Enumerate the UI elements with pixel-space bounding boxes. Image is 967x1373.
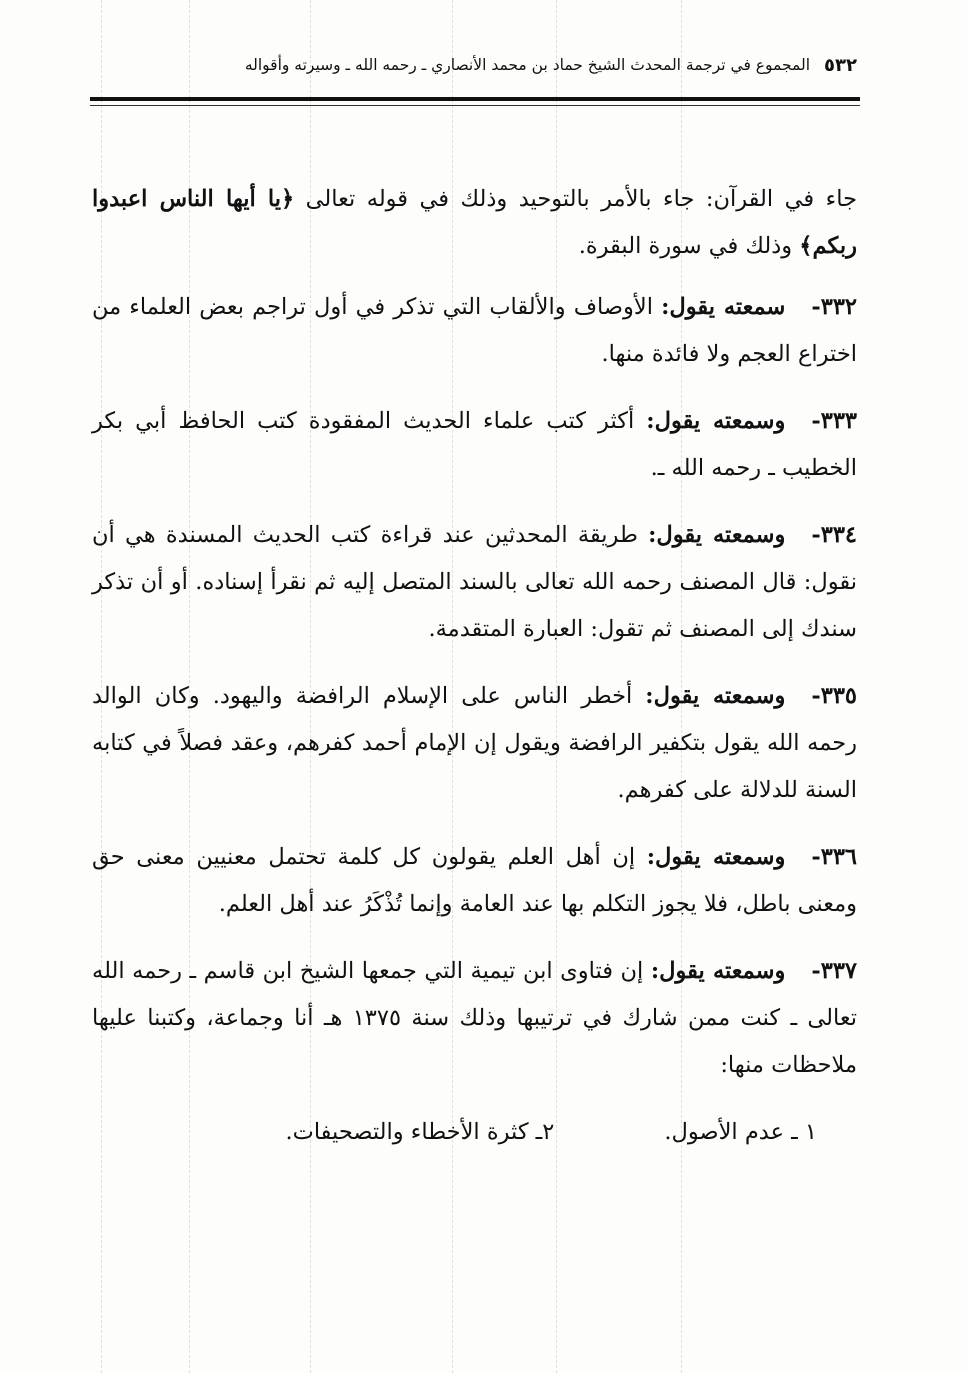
saying-number: ٣٣٦- bbox=[811, 844, 857, 870]
saying-text: إن أهل العلم يقولون كل كلمة تحتمل معنيين معنى حق ومعنى باطل، فلا يجوز التكلم بها عند العامة وإنما تُذْكَرُ عند أهل العلم. bbox=[92, 844, 857, 917]
saying-text: طريقة المحدثين عند قراءة كتب الحديث المسندة هي أن نقول: قال المصنف رحمه الله تعالى بالسند المتصل إليه ثم نقرأ إسناده. أو أن تذكر سندك إلى المصنف ثم تقول: العبارة المتقدمة. bbox=[92, 522, 857, 642]
intro-text-end: وذلك في سورة البقرة. bbox=[578, 233, 800, 259]
quran-quote: ﴿يا أيها الناس اعبدوا ربكم﴾ bbox=[92, 186, 857, 259]
saying-number: ٣٣٧- bbox=[811, 958, 858, 984]
remarks-list bbox=[92, 1109, 857, 1156]
saying-lead: وسمعته يقول: bbox=[645, 683, 786, 709]
saying-paragraph bbox=[92, 284, 857, 378]
intro-paragraph bbox=[92, 176, 857, 270]
saying-paragraph bbox=[92, 948, 857, 1089]
saying-number: ٣٣٣- bbox=[811, 408, 858, 434]
saying-text: إن فتاوى ابن تيمية التي جمعها الشيخ ابن قاسم ـ رحمه الله تعالى ـ كنت ممن شارك في ترتيبها وذلك سنة ١٣٧٥ هـ أنا وجماعة، وكتبنا عليها ملاحظات منها: bbox=[92, 958, 857, 1078]
saying-lead: وسمعته يقول: bbox=[646, 408, 786, 434]
list-item: ١ ـ عدم الأصول. bbox=[664, 1119, 817, 1145]
saying-number: ٣٣٥- bbox=[811, 683, 858, 709]
saying-number: ٣٣٤- bbox=[811, 522, 858, 548]
saying-text: أكثر كتب علماء الحديث المفقودة كتب الحافظ أبي بكر الخطيب ـ رحمه الله ـ. bbox=[92, 408, 857, 481]
list-item: ٢ـ كثرة الأخطاء والتصحيفات. bbox=[285, 1119, 555, 1145]
page-header bbox=[92, 48, 857, 82]
saying-paragraph bbox=[92, 834, 857, 928]
saying-lead: وسمعته يقول: bbox=[646, 844, 786, 870]
saying-text: الأوصاف والألقاب التي تذكر في أول تراجم بعض العلماء من اختراع العجم ولا فائدة منها. bbox=[92, 294, 857, 367]
body-text bbox=[92, 176, 857, 1156]
saying-paragraph bbox=[92, 398, 857, 492]
running-title: المجموع في ترجمة المحدث الشيخ حماد بن محمد الأنصاري ـ رحمه الله ـ وسيرته وأقواله bbox=[244, 56, 811, 74]
saying-lead: وسمعته يقول: bbox=[648, 522, 786, 548]
header-rule-thin bbox=[90, 105, 860, 106]
saying-paragraph bbox=[92, 673, 857, 814]
saying-lead: سمعته يقول: bbox=[661, 294, 786, 320]
saying-number: ٣٣٢- bbox=[811, 294, 858, 320]
intro-text: جاء في القرآن: جاء بالأمر بالتوحيد وذلك في قوله تعالى bbox=[294, 186, 857, 212]
saying-text: أخطر الناس على الإسلام الرافضة واليهود. وكان الوالد رحمه الله يقول بتكفير الرافضة ويقول إن الإمام أحمد كفرهم، وعقد فصلاً في كتابه السنة للدلالة على كفرهم. bbox=[92, 683, 857, 803]
saying-paragraph bbox=[92, 512, 857, 653]
saying-lead: وسمعته يقول: bbox=[650, 958, 786, 984]
page-number: ٥٣٢ bbox=[824, 54, 857, 76]
header-rule bbox=[90, 97, 860, 101]
